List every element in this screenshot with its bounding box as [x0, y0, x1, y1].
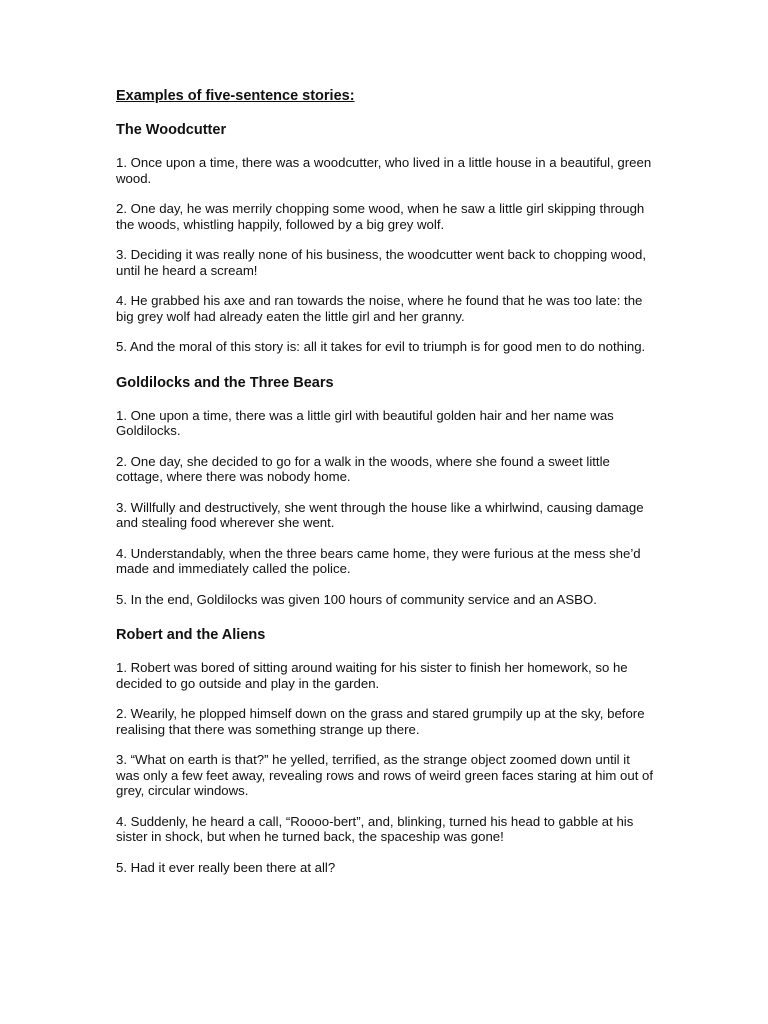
story-sentence: 5. Had it ever really been there at all?: [116, 859, 336, 875]
story-robert-and-the-aliens: [116, 627, 656, 875]
story-sentence: 2. One day, she decided to go for a walk in the woods, where she found a sweet little cottage, where there was nobody home.: [116, 453, 610, 484]
story-goldilocks: [116, 375, 656, 608]
story-sentence: 3. Willfully and destructively, she went through the house like a whirlwind, causing damage and stealing food wherever she went.: [116, 499, 644, 530]
story-sentence: 4. He grabbed his axe and ran towards the noise, where he found that he was too late: the big grey wolf had already eaten the little girl and her granny.: [116, 293, 643, 324]
story-sentence: 5. And the moral of this story is: all it takes for evil to triumph is for good men to do nothing.: [116, 339, 646, 354]
story-sentence: 1. Robert was bored of sitting around waiting for his sister to finish her homework, so he decided to go outside and play in the garden.: [116, 660, 628, 691]
story-sentence: 1. One upon a time, there was a little girl with beautiful golden hair and her name was Goldilocks.: [116, 407, 614, 438]
story-sentence: 2. Wearily, he plopped himself down on the grass and stared grumpily up at the sky, before realising that there was something strange up there.: [116, 706, 645, 737]
story-sentence: 3. “What on earth is that?” he yelled, terrified, as the strange object zoomed down until it was only a few feet away, revealing rows and rows of weird green faces staring at him out of grey, circular windows.: [116, 752, 654, 798]
story-sentence: 1. Once upon a time, there was a woodcutter, who lived in a little house in a beautiful, green wood.: [116, 155, 652, 186]
document-title: Examples of five-sentence stories:: [116, 88, 355, 104]
story-title: Goldilocks and the Three Bears: [116, 374, 334, 391]
story-sentence: 4. Understandably, when the three bears came home, they were furious at the mess she’d made and immediately called the police.: [116, 545, 641, 576]
story-sentence: 2. One day, he was merrily chopping some wood, when he saw a little girl skipping through the woods, whistling happily, followed by a big grey wolf.: [116, 201, 645, 232]
story-woodcutter: [116, 122, 656, 355]
document-page: [116, 88, 656, 890]
story-sentence: 5. In the end, Goldilocks was given 100 hours of community service and an ASBO.: [116, 591, 597, 607]
story-title: The Woodcutter: [116, 122, 227, 138]
story-title: Robert and the Aliens: [116, 627, 266, 643]
story-sentence: 4. Suddenly, he heard a call, “Roooo-bert”, and, blinking, turned his head to gabble at his sister in shock, but when he turned back, the spaceship was gone!: [116, 813, 634, 844]
story-sentence: 3. Deciding it was really none of his business, the woodcutter went back to chopping wood, until he heard a scream!: [116, 247, 647, 278]
